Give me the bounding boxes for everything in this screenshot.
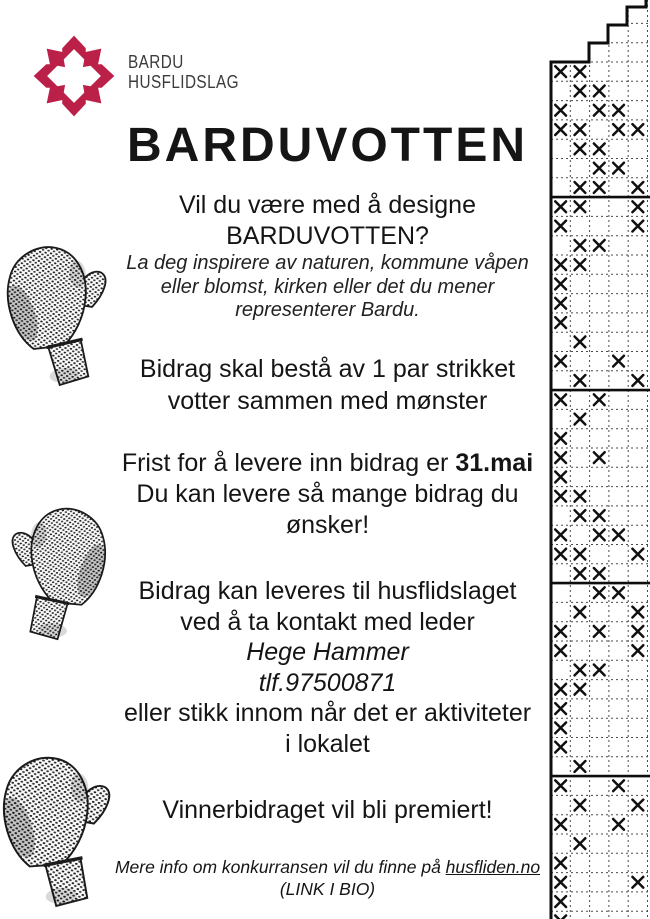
inspiration-text <box>60 252 595 323</box>
entry-line1: Bidrag skal bestå av 1 par strikket <box>139 355 516 383</box>
contact-phone: tlf.97500871 <box>258 668 397 697</box>
inspiration-line1: La deg inspirere av naturen, kommune våpen <box>126 252 529 274</box>
link-in-bio: (LINK I BIO) <box>279 879 376 899</box>
entry-line2: votter sammen med mønster <box>167 387 488 415</box>
deadline-line3: ønsker! <box>285 511 370 539</box>
deadline-line2: Du kan levere så mange bidrag du <box>136 480 519 508</box>
subtitle <box>60 190 595 252</box>
info-prefix: Mere info om konkurransen vil du finne på <box>114 857 446 877</box>
mitten-photo-2 <box>0 495 116 653</box>
delivery-info <box>60 576 595 759</box>
poster-title: BARDUVOTTEN <box>127 119 528 172</box>
entry-requirements <box>60 353 595 417</box>
contact-name: Hege Hammer <box>246 638 409 666</box>
deadline-text <box>60 448 595 541</box>
inspiration-line3: representerer Bardu. <box>235 299 420 321</box>
mitten-photo-3 <box>0 743 122 919</box>
husflidslag-star-logo-icon <box>32 34 116 118</box>
subtitle-line2: BARDUVOTTEN? <box>226 222 429 250</box>
delivery-line6: i lokalet <box>285 729 370 758</box>
delivery-line5: eller stikk innom når det er aktiviteter <box>123 699 532 727</box>
deadline-line1 <box>60 448 595 479</box>
delivery-line2: ved å ta kontakt med leder <box>180 607 475 636</box>
inspiration-line2: eller blomst, kirken eller det du mener <box>160 275 495 298</box>
prize-text: Vinnerbidraget vil bli premiert! <box>162 796 493 824</box>
delivery-line1: Bidrag kan leveres til husflidslaget <box>138 577 517 605</box>
deadline-date: 31.mai <box>455 449 534 477</box>
org-name <box>128 52 239 92</box>
more-info-line1 <box>60 856 595 878</box>
subtitle-line1: Vil du være med å designe <box>179 191 476 219</box>
mitten-photo-1 <box>0 233 121 400</box>
org-name-line1: BARDU <box>128 52 184 72</box>
more-info <box>60 856 595 900</box>
husfliden-link[interactable]: husfliden.no <box>445 857 541 877</box>
org-name-line2: HUSFLIDSLAG <box>128 72 239 92</box>
deadline-prefix: Frist for å levere inn bidrag er <box>121 449 456 477</box>
knitting-pattern-chart <box>540 0 650 919</box>
